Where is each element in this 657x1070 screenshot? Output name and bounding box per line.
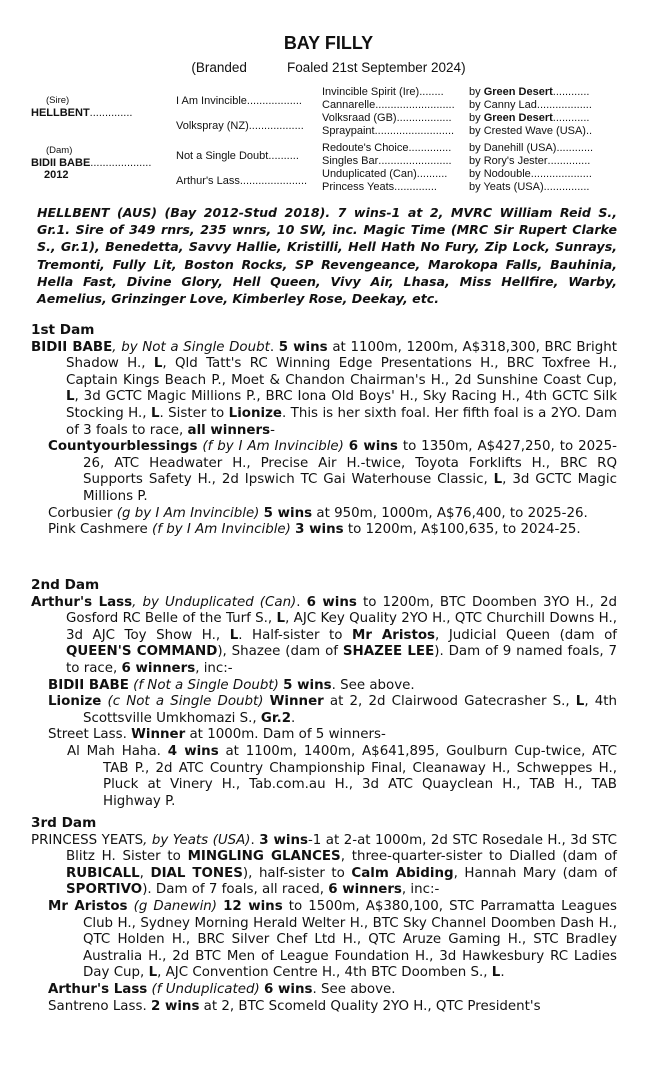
progeny-entry: Countyourblessings (f by I Am Invincible) 6 wins to 1350m, A$427,250, to 2025-26, ATC Headwater H., Precise Air H.-twice, Toyota Forklifts H., BRC RQ Supports Safety H., 2d Ipswich TC Gai Waterhouse Classic, L, 3d GCTC Magic Millions P.: [48, 439, 617, 504]
first-dam-entry: BIDII BABE, by Not a Single Doubt. 5 wins at 1100m, 1200m, A$318,300, BRC Bright Shadow H., L, Qld Tatt's RC Winning Edge Presentations H., BRC Toxfree H., Captain Kings Beach P., Moet & Chandon Chairman's H., 2d Sunshine Coast Cup, L, 3d GCTC Magic Millions P., BRC Iona Old Boys' H., Sky Racing H., 4th GCTC Silk Stocking H., L. Sister to Lionize. This is her sixth foal. Her fifth foal is a 2YO. Dam of 3 foals to race, all winners-: [31, 339, 617, 438]
ggp-1: Invincible Spirit (Ire)........: [322, 86, 444, 98]
progeny-entry: Santreno Lass. 2 wins at 2, BTC Scomeld Quality 2YO H., QTC President's: [48, 998, 541, 1014]
ggp-8: Princess Yeats..............: [322, 181, 437, 193]
ggp-4: Spraypaint..........................: [322, 125, 455, 137]
progeny-entry: Street Lass. Winner at 1000m. Dam of 5 winners-: [48, 727, 386, 743]
granddam-dam: Arthur's Lass......................: [176, 175, 308, 187]
ggp-sire-6: by Rory's Jester..............: [469, 155, 591, 167]
third-dam-section: [31, 815, 617, 1015]
grand-progeny-entry: Al Mah Haha. 4 wins at 1100m, 1400m, A$641,895, Goulburn Cup-twice, ATC TAB P., 2d ATC Country Championship Final, Cleanaway H., Schweppes H., Pluck at Vinery H., Tab.com.au H., 3d ATC Quayclean H., TAB H., TAB Highway P.: [67, 743, 617, 809]
ggp-7: Unduplicated (Can)..........: [322, 168, 448, 180]
ggp-5: Redoute's Choice..............: [322, 142, 452, 154]
third-dam-heading: 3rd Dam: [31, 815, 97, 831]
dam-name: BIDII BABE....................: [31, 157, 152, 169]
third-dam-entry: PRINCESS YEATS, by Yeats (USA). 3 wins-1 at 2-at 1000m, 2d STC Rosedale H., 3d STC Blitz H. Sister to MINGLING GLANCES, three-quarter-sister to Dialled (dam of RUBICALL, DIAL TONES), half-sister to Calm Abiding, Hannah Mary (dam of SPORTIVO). Dam of 7 foals, all raced, 6 winners, inc:-: [31, 832, 618, 898]
dam-role: (Dam): [46, 145, 73, 156]
foaled-date: Foaled 21st September 2024): [286, 60, 466, 75]
ggp-sire-1: by Green Desert............: [469, 86, 590, 98]
progeny-entry: Pink Cashmere (f by I Am Invincible) 3 wins to 1200m, A$100,635, to 2024-25.: [48, 522, 581, 538]
progeny-entry: BIDII BABE (f Not a Single Doubt) 5 wins. See above.: [48, 677, 415, 693]
ggp-3: Volksraad (GB)..................: [322, 112, 452, 124]
second-dam-heading: 2nd Dam: [31, 577, 100, 593]
ggp-sire-3: by Green Desert............: [469, 112, 590, 124]
lot-subtitle: [0, 60, 657, 75]
progeny-entry: Corbusier (g by I Am Invincible) 5 wins at 950m, 1000m, A$76,400, to 2025-26.: [48, 505, 588, 521]
ggp-sire-8: by Yeats (USA)...............: [469, 181, 590, 193]
sire-name: HELLBENT..............: [31, 107, 133, 119]
ggp-2: Cannarelle..........................: [322, 99, 455, 111]
sire-role: (Sire): [46, 95, 70, 106]
branded-label: (Branded: [191, 60, 247, 75]
granddam-sire: Volkspray (NZ)..................: [176, 120, 304, 132]
progeny-entry: Mr Aristos (g Danewin) 12 wins to 1500m, A$380,100, STC Parramatta Leagues Club H., Sydney Morning Herald Welter H., BTC Sky Channel Doomben Dash H., QTC Holden H., BRC Silver Chef Ltd H., QTC Aruze Gaming H., STC Bradley Australia H., 2d BTC Men of League Foundation H., 3d Hawkesbury RC Ladies Day Cup, L, AJC Convention Centre H., 4th BTC Doomben S., L.: [48, 898, 617, 981]
ggp-sire-4: by Crested Wave (USA)..: [469, 125, 593, 137]
first-dam-heading: 1st Dam: [31, 322, 95, 338]
sire-bio: HELLBENT (AUS) (Bay 2012-Stud 2018). 7 wins-1 at 2, MVRC William Reid S., Gr.1. Sire of 349 rnrs, 235 wnrs, 10 SW, inc. Magic Time (MRC Sir Rupert Clarke S., Gr.1), Benedetta, Savvy Hallie, Kristilli, Hell Hath No Fury, Zip Lock, Sunrays, Tremonti, Fully Lit, Boston Rocks, SP Revengeance, Marokopa Falls, Bauhinia, Hella Fast, Divine Glory, Hell Queen, Vivy Air, Lhasa, Miss Hellfire, Warby, Aemelius, Grinzinger Love, Kimberley Rose, Deekay, etc.: [37, 205, 617, 307]
grandsire-sire: I Am Invincible..................: [176, 95, 302, 107]
first-dam-section: [31, 322, 617, 539]
ggp-sire-5: by Danehill (USA)............: [469, 142, 594, 154]
ggp-sire-2: by Canny Lad..................: [469, 99, 592, 111]
ggp-sire-7: by Nodouble....................: [469, 168, 592, 180]
ggp-6: Singles Bar........................: [322, 155, 452, 167]
grandsire-dam: Not a Single Doubt..........: [176, 150, 299, 162]
second-dam-entry: Arthur's Lass, by Unduplicated (Can). 6 wins to 1200m, BTC Doomben 3YO H., 2d Gosford RC Belle of the Turf S., L, AJC Key Quality 2YO H., QTC Churchill Downs H., 3d AJC Toy Show H., L. Half-sister to Mr Aristos, Judicial Queen (dam of QUEEN'S COMMAND), Shazee (dam of SHAZEE LEE). Dam of 9 named foals, 7 to race, 6 winners, inc:-: [31, 594, 618, 676]
dam-year: 2012: [44, 169, 69, 181]
lot-title: BAY FILLY: [283, 33, 374, 53]
progeny-entry: Arthur's Lass (f Unduplicated) 6 wins. See above.: [48, 981, 396, 997]
progeny-entry: Lionize (c Not a Single Doubt) Winner at 2, 2d Clairwood Gatecrasher S., L, 4th Scottsville Umkhomazi S., Gr.2.: [48, 694, 618, 726]
second-dam-section: [31, 577, 617, 810]
